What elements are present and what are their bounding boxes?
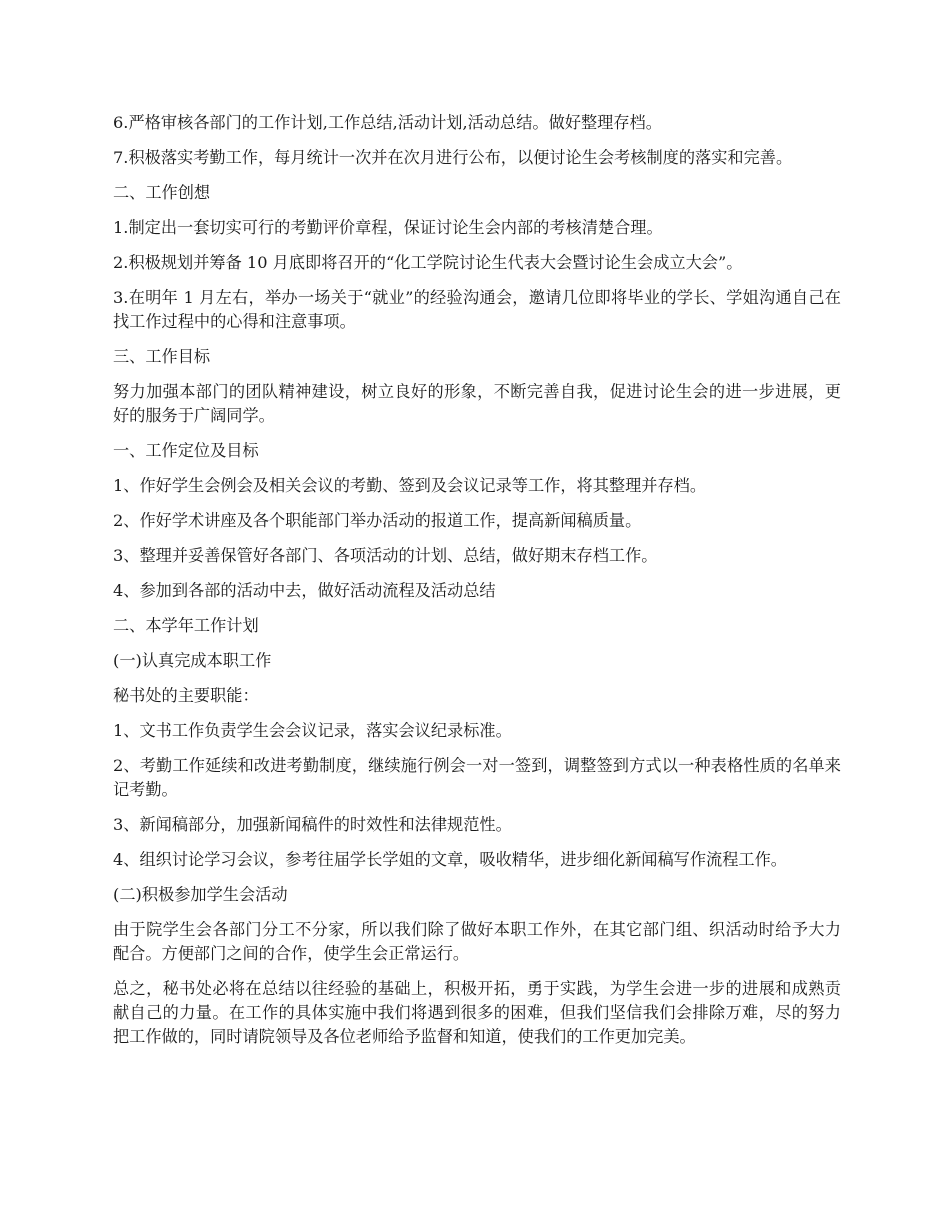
paragraph-function-4: 4、组织讨论学习会议，参考往届学长学姐的文章，吸收精华，进步细化新闻稿写作流程工作。 [113, 850, 787, 869]
paragraph-positioning-4: 4、参加到各部的活动中去，做好活动流程及活动总结 [113, 581, 496, 600]
paragraph-activities-body: 由于院学生会各部门分工不分家，所以我们除了做好本职工作外，在其它部门组、织活动时给予大力配合。方便部门之间的合作，使学生会正常运行。 [113, 920, 841, 963]
section-heading-positioning: 一、工作定位及目标 [113, 441, 259, 460]
paragraph-function-1: 1、文书工作负责学生会会议记录，落实会议纪录标准。 [113, 721, 512, 740]
section-heading-annual-plan: 二、本学年工作计划 [113, 616, 259, 635]
paragraph-positioning-3: 3、整理并妥善保管好各部门、各项活动的计划、总结，做好期末存档工作。 [113, 546, 658, 565]
paragraph-positioning-2: 2、作好学术讲座及各个职能部门举办活动的报道工作，提高新闻稿质量。 [113, 511, 642, 530]
paragraph-idea-1: 1.制定出一套切实可行的考勤评价章程，保证讨论生会内部的考核清楚合理。 [113, 218, 663, 237]
paragraph-function-2: 2、考勤工作延续和改进考勤制度，继续施行例会一对一签到，调整签到方式以一种表格性质的名单来记考勤。 [113, 756, 841, 799]
paragraph-goals-body: 努力加强本部门的团队精神建设，树立良好的形象，不断完善自我，促进讨论生会的进一步进展，更好的服务于广阔同学。 [113, 382, 841, 425]
paragraph-positioning-1: 1、作好学生会例会及相关会议的考勤、签到及会议记录等工作，将其整理并存档。 [113, 476, 707, 495]
paragraph-idea-3: 3.在明年 1 月左右，举办一场关于“就业”的经验沟通会，邀请几位即将毕业的学长、学姐沟通自己在找工作过程中的心得和注意事项。 [113, 288, 841, 331]
document-page [113, 111, 841, 1060]
paragraph-function-3: 3、新闻稿部分，加强新闻稿件的时效性和法律规范性。 [113, 815, 512, 834]
section-heading-work-ideas: 二、工作创想 [113, 183, 211, 202]
subsection-heading-duties: (一)认真完成本职工作 [113, 651, 272, 670]
paragraph-idea-2: 2.积极规划并筹备 10 月底即将召开的“化工学院讨论生代表大会暨讨论生会成立大会”。 [113, 253, 743, 272]
subsection-heading-activities: (二)积极参加学生会活动 [113, 885, 288, 904]
paragraph-conclusion: 总之，秘书处必将在总结以往经验的基础上，积极开拓，勇于实践，为学生会进一步的进展和成熟贡献自己的力量。在工作的具体实施中我们将遇到很多的困难，但我们坚信我们会排除万难，尽的努力把工作做的，同时请院领导及各位老师给予监督和知道，使我们的工作更加完美。 [113, 979, 841, 1046]
paragraph-item-6: 6.严格审核各部门的工作计划,工作总结,活动计划,活动总结。做好整理存档。 [113, 113, 662, 132]
paragraph-item-7: 7.积极落实考勤工作，每月统计一次并在次月进行公布，以便讨论生会考核制度的落实和完善。 [113, 148, 793, 167]
paragraph-main-functions: 秘书处的主要职能： [113, 686, 259, 705]
section-heading-work-goals: 三、工作目标 [113, 347, 211, 366]
